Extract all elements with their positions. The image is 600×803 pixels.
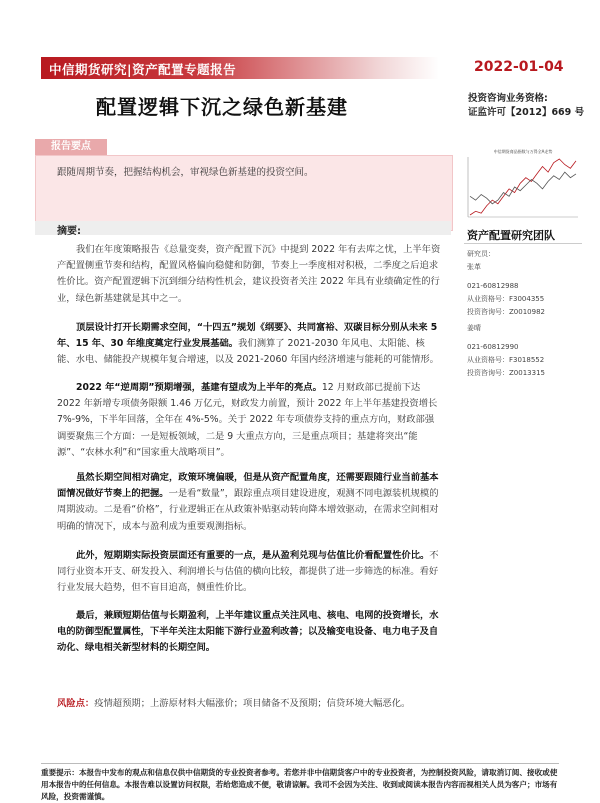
analyst-phone: 021-60812988	[467, 282, 519, 290]
report-series-label: 中信期货研究|资产配置专题报告	[49, 62, 237, 77]
analyst-phone: 021-60812990	[467, 343, 519, 351]
paragraph-lead: 此外，短期期实际投资层面还有重要的一点，是从盈利兑现与估值比价看配置性价比。	[76, 550, 430, 561]
sidebar-line-chart	[464, 147, 582, 223]
analyst-1-block	[467, 248, 545, 319]
summary-label: 摘要:	[57, 226, 81, 237]
report-date: 2022-01-04	[474, 59, 564, 75]
summary-paragraph-2	[57, 320, 441, 369]
analyst-consult-id: 投资咨询号：Z0013315	[467, 369, 545, 377]
summary-paragraph-1	[57, 242, 441, 307]
qualification-line-2: 证监许可【2012】669 号	[468, 107, 585, 118]
report-key-label: 报告要点	[35, 139, 107, 155]
risk-label: 风险点：	[57, 698, 95, 709]
analyst-name: 张革	[467, 263, 481, 271]
research-team-title: 资产配置研究团队	[467, 229, 555, 242]
analyst-practice-id: 从业资格号：F3004355	[467, 295, 545, 303]
divider	[464, 243, 582, 244]
report-key-text: 跟随周期节奏，把握结构机会，审视绿色新基建的投资空间。	[57, 167, 314, 178]
paragraph-body: 我们测算了 2021-2030 年风电、太阳能、核能、水电、储能投产规模年复合增速，以及 2021-2060 年国内经济增速与能耗的可能情形。	[57, 338, 439, 366]
chart-line-series-b	[470, 172, 576, 204]
footer-divider	[41, 763, 559, 764]
page-title: 配置逻辑下沉之绿色新基建	[96, 95, 348, 119]
paragraph-body: 12 月财政部已提前下达 2022 年新增专项债务限额 1.46 万亿元，财政发力前置，预计 2022 年上半年基建投资增长 7%-9%，下半年回落，全年在 4%-5%。关于 2022 年专项债券支持的重点方向，财政部强调要聚焦三个方面：一是短板领域，二是 9 大重点方向，三是重点项目；基建将突出“能源”、“农林水利”和“国家重大战略项目”。	[57, 382, 438, 458]
paragraph-body: 我们在年度策略报告《总量变奏，资产配置下沉》中提到 2022 年有去库之忧，上半年资产配置侧重节奏和结构，配置风格偏向稳健和防御，节奏上一季度相对积极，二季度之后追求性价比。资产配置逻辑下沉到细分结构性机会，建议投资者关注 2022 年具有业绩确定性的行业，绿色新基建就是其中之一。	[57, 244, 441, 304]
qualification-block	[468, 92, 584, 120]
analyst-consult-id: 投资咨询号：Z0010982	[467, 308, 545, 316]
chart-title: 中信期货商品指数与万得全A走势	[493, 149, 553, 154]
paragraph-lead: 虽然长期空间相对确定，政策环境偏暖，但是从资产配置角度，还需要跟随行业当前基本面情况做好节奏上的把握。	[57, 472, 439, 500]
paragraph-body: 不同行业资本开支、研发投入、利润增长与估值的横向比较，都提供了进一步筛选的标准。看好行业发展大趋势，但不盲目追高，侧重性价比。	[57, 550, 439, 594]
analyst-practice-id: 从业资格号：F3018552	[467, 356, 545, 364]
paragraph-body: 一是看“数量”，跟踪重点项目建设进度，观测不同电源装机规模的周期波动。二是看“价格”，行业逻辑正在从政策补贴驱动转向降本增效驱动，在需求空间相对明确的情况下，成本与盈利成为重要观测指标。	[57, 488, 439, 532]
chart-series-group	[470, 159, 576, 215]
summary-bar	[35, 221, 451, 235]
paragraph-lead: 顶层设计打开长期需求空间，“十四五”规划《纲要》、共同富裕、双碳目标分别从未来 5 年、15 年、30 年维度奠定行业发展基础。	[57, 322, 438, 350]
analyst-name: 姜晴	[467, 324, 481, 332]
qualification-line-1: 投资咨询业务资格:	[468, 93, 548, 104]
summary-paragraph-4	[57, 470, 441, 535]
paragraph-lead: 最后，兼顾短期估值与长期盈利，上半年建议重点关注风电、核电、电网的投资增长，水电的防御型配置属性，下半年关注太阳能下游行业盈利改善；以及输变电设备、电力电子及自动化、绿电相关新型材料的长期空间。	[57, 610, 439, 654]
paragraph-lead: 2022 年“逆周期”预期增强，基建有望成为上半年的亮点。	[76, 382, 322, 393]
summary-paragraph-6	[57, 608, 441, 657]
risk-section	[57, 695, 410, 709]
summary-paragraph-5	[57, 548, 441, 597]
analyst-2-block	[467, 322, 545, 380]
chart-line-series-a	[470, 159, 576, 215]
summary-paragraph-3	[57, 380, 441, 461]
risk-text: 疫情超预期；上游原材料大幅涨价；项目储备不及预期；信贷环境大幅恶化。	[94, 698, 411, 709]
footer-disclaimer: 重要提示：本报告中发布的观点和信息仅供中信期货的专业投资者参考。若您并非中信期货客户中的专业投资者，为控制投资风险，请取消订阅、接收或使用本报告中的任何信息。本报告难以设置访问权限，若给您造成不便，敬请谅解。我司不会因为关注、收到或阅读本报告内容而视相关人员为客户；市场有风险，投资需谨慎。	[41, 768, 558, 801]
research-label: 研究员：	[467, 250, 495, 258]
